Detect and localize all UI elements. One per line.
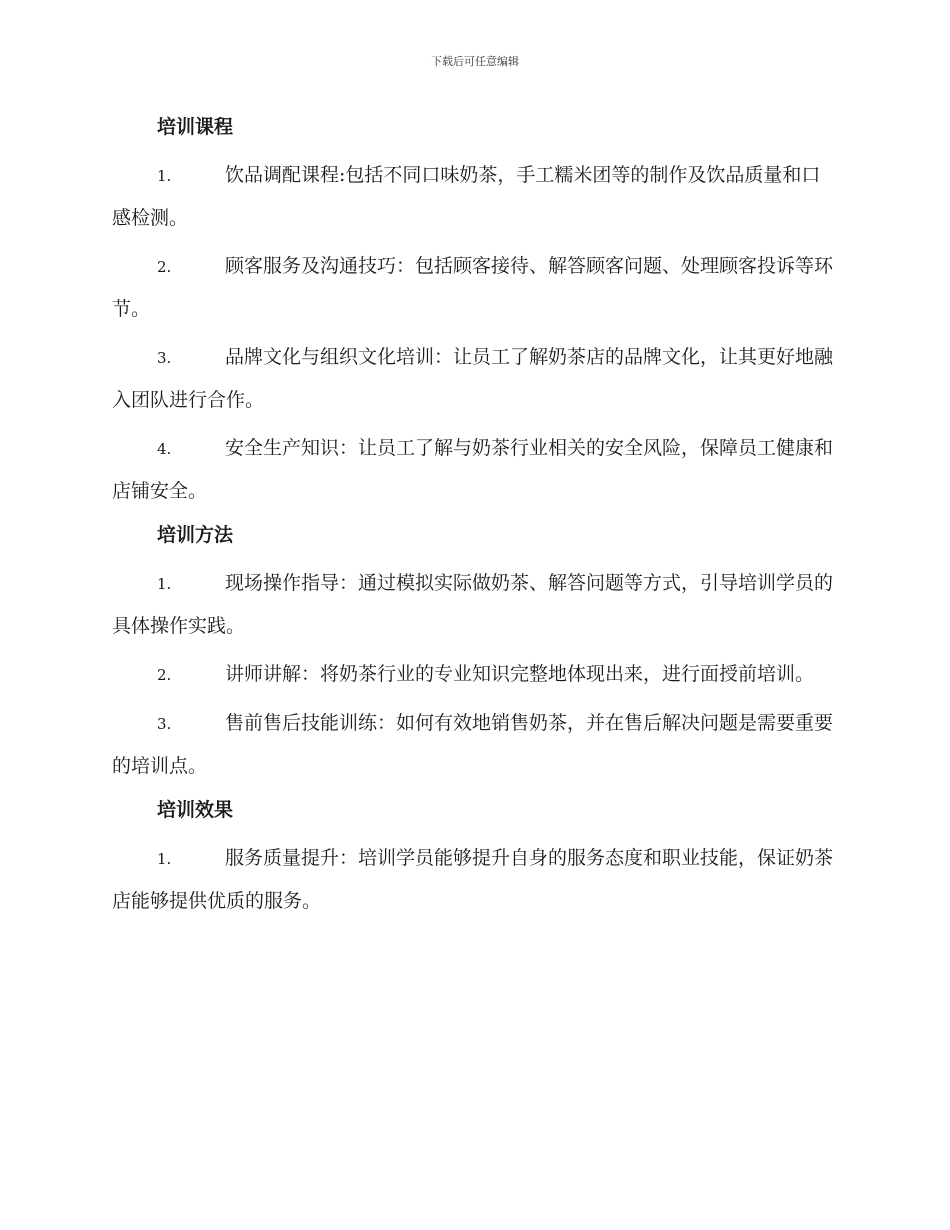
list-item <box>112 702 834 787</box>
list-item-number: 3. <box>157 715 172 733</box>
list-item <box>112 562 834 647</box>
list-item-number: 4. <box>157 440 172 458</box>
list-item-text: 售前售后技能训练：如何有效地销售奶茶，并在售后解决问题是需要重要的培训点。 <box>112 712 834 777</box>
page-header: 下载后可任意编辑 <box>431 55 519 68</box>
list-item <box>112 427 834 512</box>
list-item-text: 讲师讲解：将奶茶行业的专业知识完整地体现出来，进行面授前培训。 <box>225 663 815 685</box>
list-item-text: 服务质量提升：培训学员能够提升自身的服务态度和职业技能，保证奶茶店能够提供优质的服务。 <box>112 847 834 912</box>
list-item <box>112 336 834 421</box>
list-item-text: 安全生产知识：让员工了解与奶茶行业相关的安全风险，保障员工健康和店铺安全。 <box>112 437 834 502</box>
list-item-number: 2. <box>157 666 172 684</box>
list-item-text: 品牌文化与组织文化培训：让员工了解奶茶店的品牌文化，让其更好地融入团队进行合作。 <box>112 346 834 411</box>
section-heading: 培训效果 <box>157 799 234 821</box>
list-item-number: 1. <box>157 167 172 185</box>
section-training-methods <box>112 518 834 787</box>
list-item-number: 1. <box>157 575 172 593</box>
list-item <box>112 245 834 330</box>
section-training-courses <box>112 110 834 512</box>
list-item <box>112 653 834 696</box>
section-training-results <box>112 793 834 922</box>
list-item <box>112 154 834 239</box>
list-item-number: 3. <box>157 349 172 367</box>
list-item-text: 顾客服务及沟通技巧：包括顾客接待、解答顾客问题、处理顾客投诉等环节。 <box>112 255 834 320</box>
list-item-text: 现场操作指导：通过模拟实际做奶茶、解答问题等方式，引导培训学员的具体操作实践。 <box>112 572 834 637</box>
section-heading: 培训课程 <box>157 116 234 138</box>
list-item <box>112 837 834 922</box>
list-item-text: 饮品调配课程:包括不同口味奶茶，手工糯米团等的制作及饮品质量和口感检测。 <box>112 164 821 229</box>
section-heading: 培训方法 <box>157 524 234 546</box>
list-item-number: 2. <box>157 258 172 276</box>
document-body <box>112 110 834 928</box>
list-item-number: 1. <box>157 850 172 868</box>
